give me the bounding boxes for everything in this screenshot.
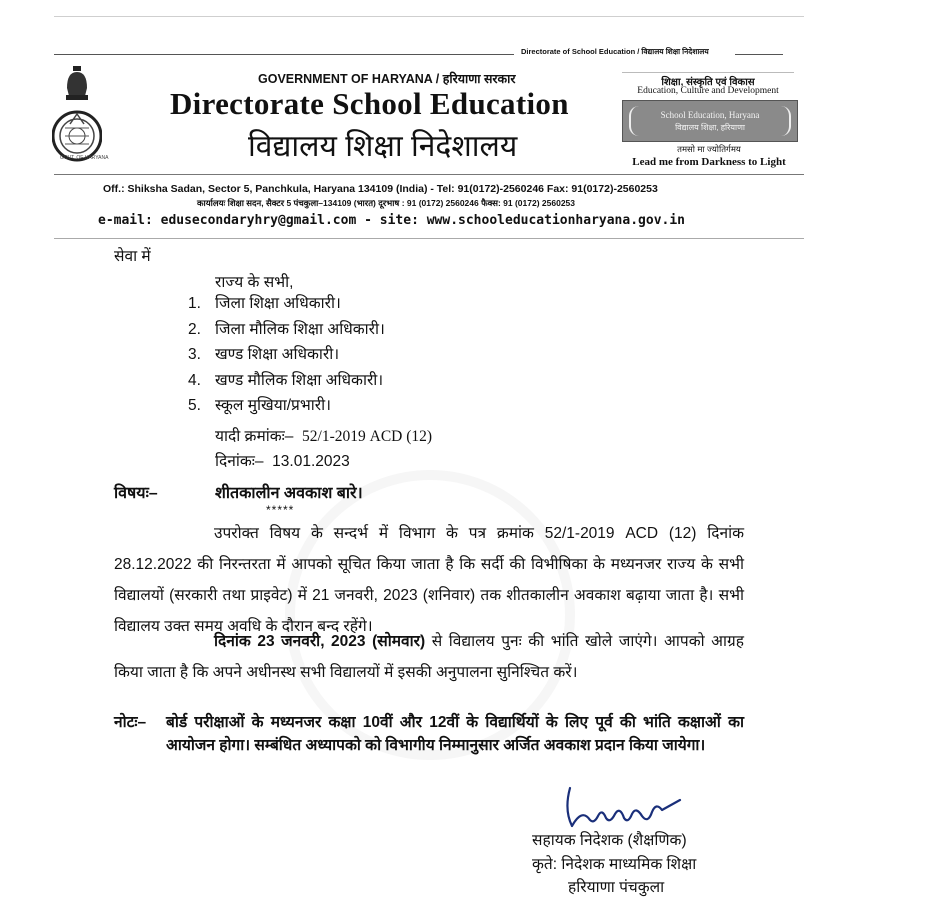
- page-title: Directorate School Education: [170, 86, 569, 121]
- header-rule-right: [735, 54, 783, 55]
- addressee: राज्य के सभी,: [215, 274, 294, 291]
- department-logo-box: [622, 100, 798, 142]
- body-paragraph-2: दिनांक 23 जनवरी, 2023 (सोमवार) से विद्यालय पुनः की भांति खोले जाएंगे। आपको आग्रह किया जाता है कि अपने अधीनस्थ सभी विद्यालयों में इसकी अनुपालना सुनिश्चित करें।: [114, 633, 744, 681]
- signatory-designation: सहायक निदेशक (शैक्षणिक): [532, 832, 687, 849]
- body-paragraph-1: उपरोक्त विषय के सन्दर्भ में विभाग के पत्र क्रमांक 52/1-2019 ACD (12) दिनांक 28.12.2022 की निरन्तरता में आपको सूचित किया जाता है कि सर्दी की विभीषिका के मध्यनजर राज्य के सभी विद्यालयों (सरकारी तथा प्राइवेट) में 21 जनवरी, 2023 (शनिवार) तक शीतकालीन अवकाश बढ़ाया जाता है। सभी विद्यालय उक्त समय अवधि के दौरान बन्द रहेंगे।: [114, 525, 744, 635]
- signatory-place: हरियाणा पंचकुला: [568, 879, 665, 896]
- motto-hindi: तमसो मा ज्योतिर्गमय: [677, 144, 741, 154]
- list-item: 5. स्कूल मुखिया/प्रभारी।: [188, 397, 331, 414]
- header-tag: Directorate of School Education / विद्यालय शिक्षा निदेशालय: [521, 47, 709, 56]
- header-rule-left: [54, 54, 514, 55]
- signatory-for: कृते: निदेशक माध्यमिक शिक्षा: [532, 856, 697, 873]
- salutation-to: सेवा में: [114, 248, 151, 265]
- subject-label: विषयः–: [114, 485, 158, 502]
- right-block-rule: [622, 72, 794, 73]
- logo-box-line2: विद्यालय शिक्षा, हरियाणा: [675, 123, 745, 132]
- signature-scribble: [560, 780, 690, 835]
- list-item: 2. जिला मौलिक शिक्षा अधिकारी।: [188, 320, 385, 338]
- right-tagline-english: Education, Culture and Development: [637, 86, 779, 96]
- contact-rule-top: [54, 174, 804, 175]
- office-address-hindi: कार्यालयः शिक्षा सदन, सैक्टर 5 पंचकुला–134109 (भारत) दूरभाष : 91 (0172) 2560246 फैक्स: 91 (0172) 2560253: [197, 198, 576, 208]
- top-rule: [54, 16, 804, 17]
- office-address-english: Off.: Shiksha Sadan, Sector 5, Panchkula, Haryana 134109 (India) - Tel: 91(0172)-2560246 Fax: 91(0172)-2560253: [103, 183, 658, 195]
- separator-stars: *****: [266, 503, 295, 517]
- list-item: 1. जिला शिक्षा अधिकारी।: [188, 295, 341, 312]
- page-title-hindi: विद्यालय शिक्षा निदेशालय: [248, 130, 518, 163]
- list-item: 4. खण्ड मौलिक शिक्षा अधिकारी।: [188, 371, 384, 389]
- contact-rule-bottom: [54, 238, 804, 239]
- list-item: 3. खण्ड शिक्षा अधिकारी।: [188, 346, 340, 363]
- recipient-list: [188, 291, 385, 419]
- email-and-site: e-mail: edusecondaryhry@gmail.com - site: www.schooleducationharyana.gov.in: [98, 213, 685, 228]
- government-line: GOVERNMENT OF HARYANA / हरियाणा सरकार: [258, 72, 516, 86]
- note-text: बोर्ड परीक्षाओं के मध्यनजर कक्षा 10वीं और 12वीं के विद्यार्थियों के लिए पूर्व की भांति कक्षाओं का आयोजन होगा। सम्बंधित अध्यापको को विभागीय निम्मानुसार अर्जित अवकाश प्रदान किया जायेगा।: [166, 714, 744, 754]
- emblem-text: GOVT. OF HARYANA: [60, 155, 109, 161]
- letter-date: दिनांकः– 13.01.2023: [215, 453, 350, 470]
- note-label: नोटः–: [114, 714, 147, 731]
- right-tagline-hindi: शिक्षा, संस्कृति एवं विकास: [661, 77, 755, 88]
- reference-number: यादी क्रमांकः– 52/1-2019 ACD (12): [215, 428, 433, 445]
- subject-text: शीतकालीन अवकाश बारे।: [215, 485, 363, 502]
- motto-english: Lead me from Darkness to Light: [632, 156, 786, 168]
- logo-box-line1: School Education, Haryana: [660, 110, 760, 120]
